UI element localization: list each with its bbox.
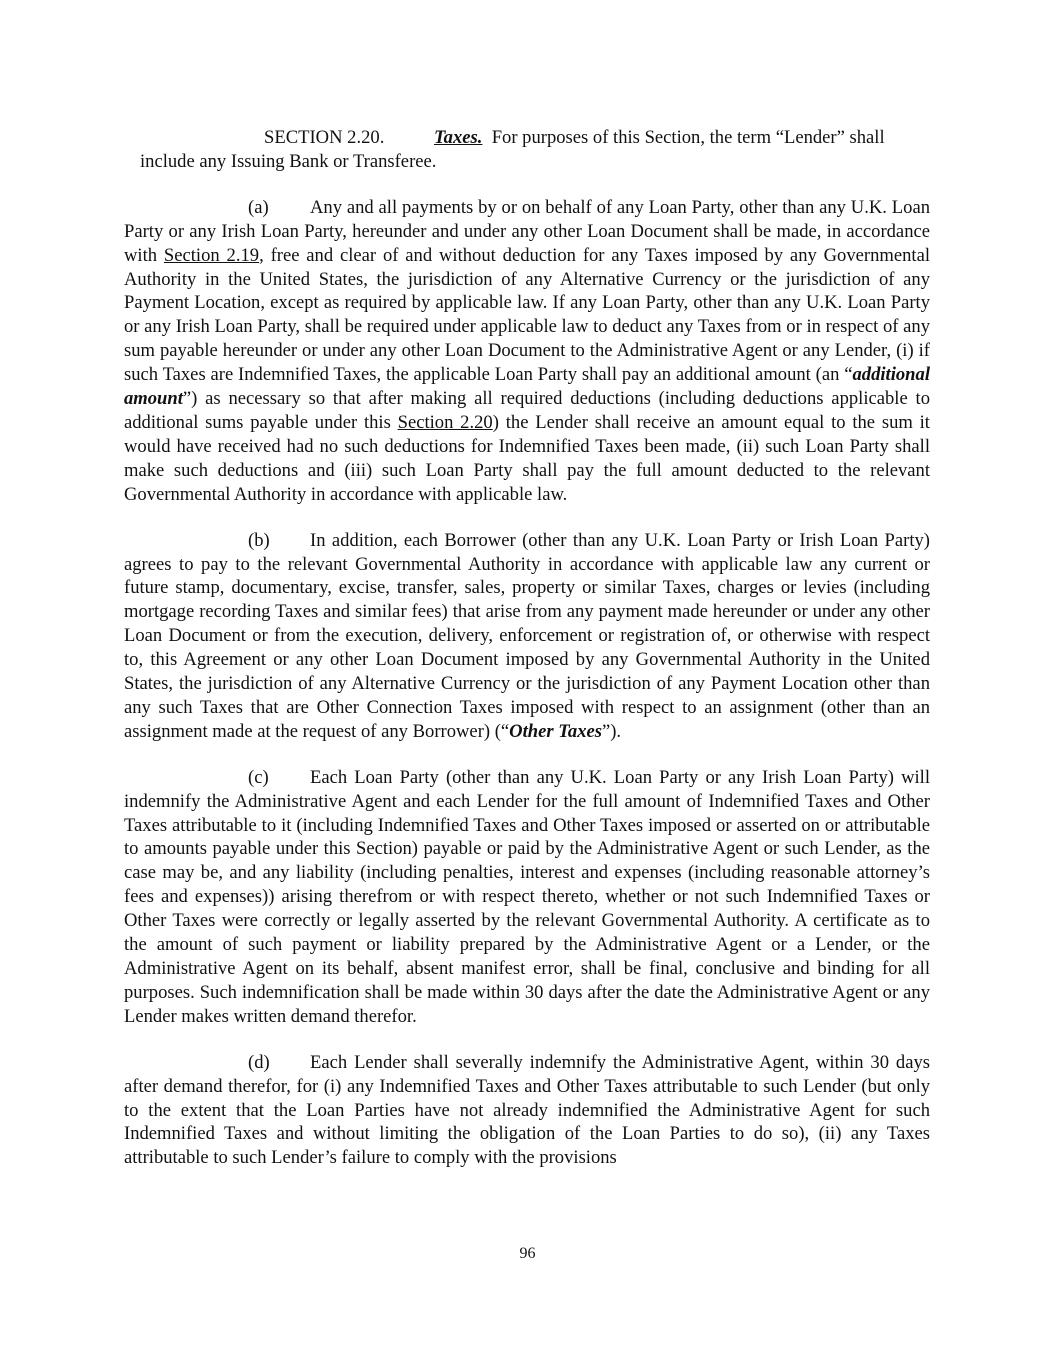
section-heading bbox=[124, 126, 930, 174]
paragraph-label: (b) bbox=[248, 529, 270, 551]
paragraph-text: ”). bbox=[601, 720, 622, 742]
section-intro: For purposes of this Section, the term “Lender” shall include any Issuing Bank or Transferee. bbox=[140, 127, 885, 172]
paragraph-text: In addition, each Borrower (other than any U.K. Loan Party or Irish Loan Party) agrees to pay to the relevant Governmental Authority in accordance with applicable law any current or future stamp, documentary, excise, transfer, sales, property or similar Taxes, charges or levies (including mortgage recording Taxes and similar fees) that arise from any payment made hereunder or under any other Loan Document or from the execution, delivery, enforcement or registration of, or otherwise with respect to, this Agreement or any other Loan Document imposed by any Governmental Authority in the United States, the jurisdiction of any Alternative Currency or the jurisdiction of any Payment Location other than any such Taxes that are Other Connection Taxes imposed with respect to an assignment (other than an assignment made at the request of any Borrower) (“ bbox=[124, 529, 930, 742]
section-number: SECTION 2.20. bbox=[264, 127, 385, 148]
document-page bbox=[124, 126, 930, 1192]
paragraph-d bbox=[124, 1051, 930, 1171]
paragraph-text: Any and all payments by or on behalf of any Loan Party, other than any U.K. Loan Party or any Irish Loan Party, hereunder and under any other Loan Document shall be made, in accordance with bbox=[124, 196, 930, 266]
paragraph-label: (a) bbox=[248, 196, 269, 218]
paragraph-label: (c) bbox=[248, 766, 269, 788]
paragraph-text: ) the Lender shall receive an amount equal to the sum it would have received had no such deductions for Indemnified Taxes been made, (ii) such Loan Party shall make such deductions and (iii) such Loan Party shall pay the full amount deducted to the relevant Governmental Authority in accordance with applicable law. bbox=[124, 411, 930, 505]
paragraph-b bbox=[124, 529, 930, 744]
paragraph-label: (d) bbox=[248, 1051, 270, 1073]
section-title: Taxes. bbox=[434, 127, 483, 148]
paragraph-a bbox=[124, 196, 930, 507]
cross-reference-link[interactable]: Section 2.20 bbox=[397, 411, 493, 433]
page-number: 96 bbox=[519, 1245, 536, 1262]
defined-term: Other Taxes bbox=[509, 720, 602, 742]
paragraph-text: Each Loan Party (other than any U.K. Loan Party or any Irish Loan Party) will indemnify the Administrative Agent and each Lender for the full amount of Indemnified Taxes and Other Taxes attributable to it (including Indemnified Taxes and Other Taxes imposed or asserted on or attributable to amounts payable under this Section) payable or paid by the Administrative Agent or such Lender, as the case may be, and any liability (including penalties, interest and expenses (including reasonable attorney’s fees and expenses)) arising therefrom or with respect thereto, whether or not such Indemnified Taxes or Other Taxes were correctly or legally asserted by the relevant Governmental Authority. A certificate as to the amount of such payment or liability prepared by the Administrative Agent or a Lender, or the Administrative Agent on its behalf, absent manifest error, shall be final, conclusive and binding for all purposes. Such indemnification shall be made within 30 days after the date the Administrative Agent or any Lender makes written demand therefor. bbox=[124, 766, 930, 1027]
paragraph-text: Each Lender shall severally indemnify the Administrative Agent, within 30 days after demand therefor, for (i) any Indemnified Taxes and Other Taxes attributable to such Lender (but only to the extent that the Loan Parties have not already indemnified the Administrative Agent for such Indemnified Taxes and without limiting the obligation of the Loan Parties to do so), (ii) any Taxes attributable to such Lender’s failure to comply with the provisions bbox=[124, 1051, 930, 1169]
defined-term: additional amount bbox=[124, 364, 930, 410]
paragraph-text: ”) as necessary so that after making all required deductions (including deductions applicable to additional sums payable under this bbox=[124, 388, 930, 433]
cross-reference-link[interactable]: Section 2.19 bbox=[163, 244, 260, 266]
paragraph-text: , free and clear of and without deduction for any Taxes imposed by any Governmental Authority in the United States, the jurisdiction of any Alternative Currency or the jurisdiction of any Payment Location, except as required by applicable law. If any Loan Party, other than any U.K. Loan Party or any Irish Loan Party, shall be required under applicable law to deduct any Taxes from or in respect of any sum payable hereunder or under any other Loan Document to the Administrative Agent or any Lender, (i) if such Taxes are Indemnified Taxes, the applicable Loan Party shall pay an additional amount (an “ bbox=[124, 244, 930, 386]
paragraph-c bbox=[124, 766, 930, 1029]
